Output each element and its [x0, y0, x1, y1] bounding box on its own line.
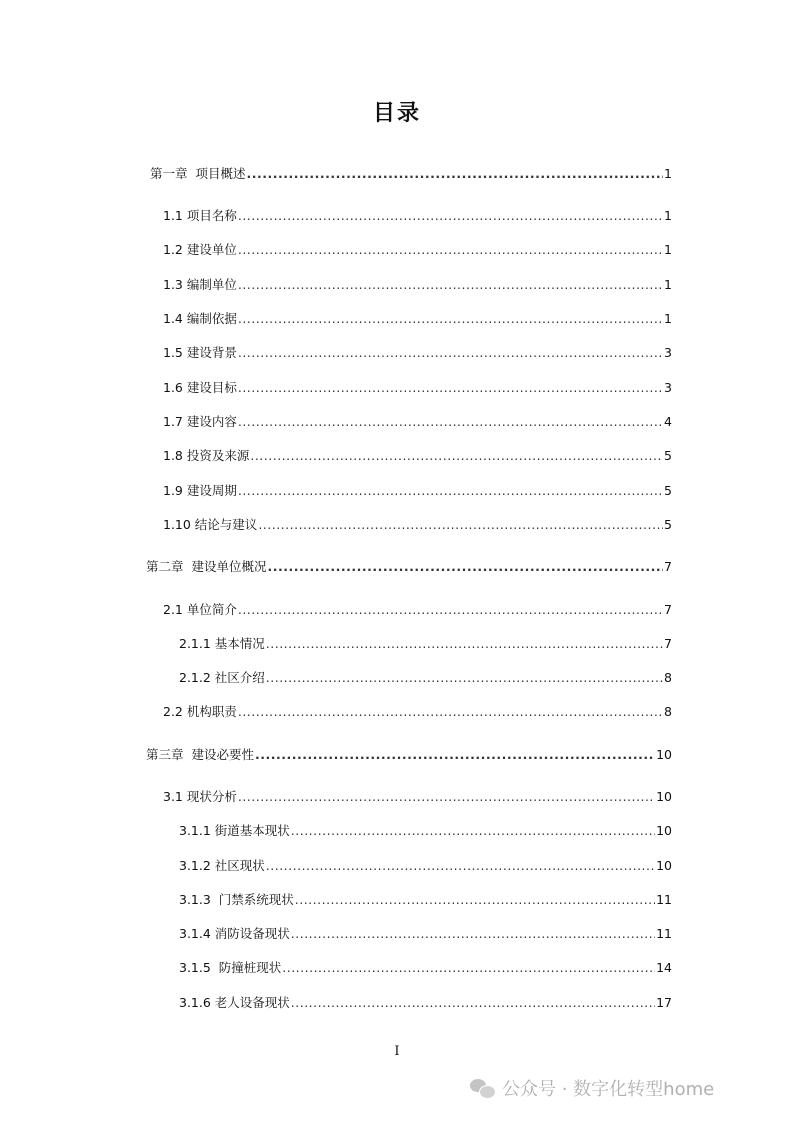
toc-leader-dots: [238, 380, 663, 396]
toc-leader-dots: [238, 483, 663, 499]
toc-entry-page: 14: [656, 960, 672, 975]
toc-entry-label: 第一章 项目概述: [150, 166, 246, 181]
toc-entry[interactable]: [163, 789, 672, 805]
toc-entry[interactable]: [163, 208, 672, 224]
toc-entry[interactable]: [163, 311, 672, 327]
toc-leader-dots: [266, 636, 663, 652]
toc-entry-label: 1.2 建设单位: [163, 242, 237, 257]
toc-entry-page: 8: [664, 670, 672, 685]
wechat-icon: [470, 1077, 496, 1099]
toc-leader-dots: [238, 414, 663, 430]
toc-entry[interactable]: [163, 345, 672, 361]
toc-entry[interactable]: [179, 823, 672, 839]
toc-entry-label: 1.6 建设目标: [163, 380, 237, 395]
toc-entry-label: 3.1.5 防撞桩现状: [179, 960, 282, 975]
toc-leader-dots: [258, 517, 663, 533]
toc-entry-page: 10: [656, 823, 672, 838]
toc-entry-page: 10: [656, 747, 672, 762]
toc-entry-label: 3.1.4 消防设备现状: [179, 926, 290, 941]
toc-leader-dots: [266, 670, 663, 686]
toc-leader-dots: [291, 823, 655, 839]
toc-entry-page: 7: [664, 559, 672, 574]
toc-entry-page: 1: [664, 311, 672, 326]
toc-entry-label: 3.1.2 社区现状: [179, 858, 265, 873]
toc-leader-dots: [246, 166, 663, 182]
footer-page-number: I: [394, 1044, 400, 1059]
toc-entry-page: 3: [664, 380, 672, 395]
toc-chapter-entry[interactable]: [150, 166, 672, 182]
toc-entry-page: 11: [656, 892, 672, 907]
toc-entry[interactable]: [163, 380, 672, 396]
toc-entry-page: 1: [664, 166, 672, 181]
toc-chapter-entry[interactable]: [146, 559, 672, 575]
toc-entry-label: 1.5 建设背景: [163, 345, 237, 360]
watermark: [470, 1075, 714, 1101]
toc-entry-label: 1.10 结论与建议: [163, 517, 258, 532]
toc-entry-label: 1.7 建设内容: [163, 414, 237, 429]
toc-entry-page: 5: [664, 517, 672, 532]
toc-entry-label: 3.1 现状分析: [163, 789, 237, 804]
toc-entry-page: 1: [664, 277, 672, 292]
toc-entry[interactable]: [179, 670, 672, 686]
toc-entry-label: 第三章 建设必要性: [146, 747, 254, 762]
toc-entry-label: 1.8 投资及来源: [163, 448, 250, 463]
toc-entry-page: 1: [664, 242, 672, 257]
toc-entry-label: 2.1.2 社区介绍: [179, 670, 265, 685]
toc-entry-label: 3.1.1 街道基本现状: [179, 823, 290, 838]
toc-entry-label: 2.2 机构职责: [163, 704, 237, 719]
toc-entry-page: 10: [656, 858, 672, 873]
toc-leader-dots: [291, 926, 655, 942]
toc-chapter-entry[interactable]: [146, 747, 672, 763]
toc-entry-page: 10: [656, 789, 672, 804]
toc-entry[interactable]: [179, 892, 672, 908]
toc-entry[interactable]: [163, 242, 672, 258]
toc-entry-page: 1: [664, 208, 672, 223]
toc-entry-label: 1.1 项目名称: [163, 208, 237, 223]
toc-entry[interactable]: [163, 414, 672, 430]
toc-entry[interactable]: [179, 636, 672, 652]
toc-entry-label: 3.1.3 门禁系统现状: [179, 892, 294, 907]
toc-entry-label: 3.1.6 老人设备现状: [179, 995, 290, 1010]
toc-leader-dots: [238, 311, 663, 327]
toc-entry[interactable]: [163, 448, 672, 464]
watermark-text: 公众号 · 数字化转型home: [502, 1079, 715, 1100]
toc-entry-page: 7: [664, 602, 672, 617]
toc-entry-label: 1.3 编制单位: [163, 277, 237, 292]
toc-entry[interactable]: [163, 704, 672, 720]
toc-entry-label: 2.1.1 基本情况: [179, 636, 265, 651]
toc-entry-page: 3: [664, 345, 672, 360]
toc-leader-dots: [238, 277, 663, 293]
toc-leader-dots: [238, 704, 663, 720]
toc-entry[interactable]: [163, 277, 672, 293]
toc-leader-dots: [238, 345, 663, 361]
toc-entry-page: 5: [664, 448, 672, 463]
toc-entry-page: 8: [664, 704, 672, 719]
toc-leader-dots: [267, 559, 663, 575]
toc-leader-dots: [250, 448, 663, 464]
toc-entry-page: 17: [656, 995, 672, 1010]
toc-leader-dots: [266, 858, 655, 874]
toc-entry-page: 4: [664, 414, 672, 429]
toc-entry[interactable]: [163, 483, 672, 499]
toc-leader-dots: [238, 242, 663, 258]
toc-entry[interactable]: [179, 960, 672, 976]
toc-leader-dots: [282, 960, 655, 976]
toc-entry-label: 第二章 建设单位概况: [146, 559, 267, 574]
toc-leader-dots: [291, 995, 655, 1011]
toc-entry[interactable]: [179, 926, 672, 942]
toc-leader-dots: [238, 602, 663, 618]
toc-leader-dots: [238, 208, 663, 224]
toc-entry-page: 5: [664, 483, 672, 498]
toc-entry-page: 7: [664, 636, 672, 651]
toc-leader-dots: [255, 747, 655, 763]
toc-title: 目录: [372, 101, 421, 126]
toc-leader-dots: [295, 892, 655, 908]
toc-entry[interactable]: [179, 995, 672, 1011]
toc-leader-dots: [238, 789, 655, 805]
toc-entry-label: 1.4 编制依据: [163, 311, 237, 326]
toc-entry-label: 1.9 建设周期: [163, 483, 237, 498]
toc-entry[interactable]: [163, 517, 672, 533]
toc-entry-label: 2.1 单位简介: [163, 602, 237, 617]
toc-entry[interactable]: [163, 602, 672, 618]
toc-entry-page: 11: [656, 926, 672, 941]
toc-entry[interactable]: [179, 858, 672, 874]
